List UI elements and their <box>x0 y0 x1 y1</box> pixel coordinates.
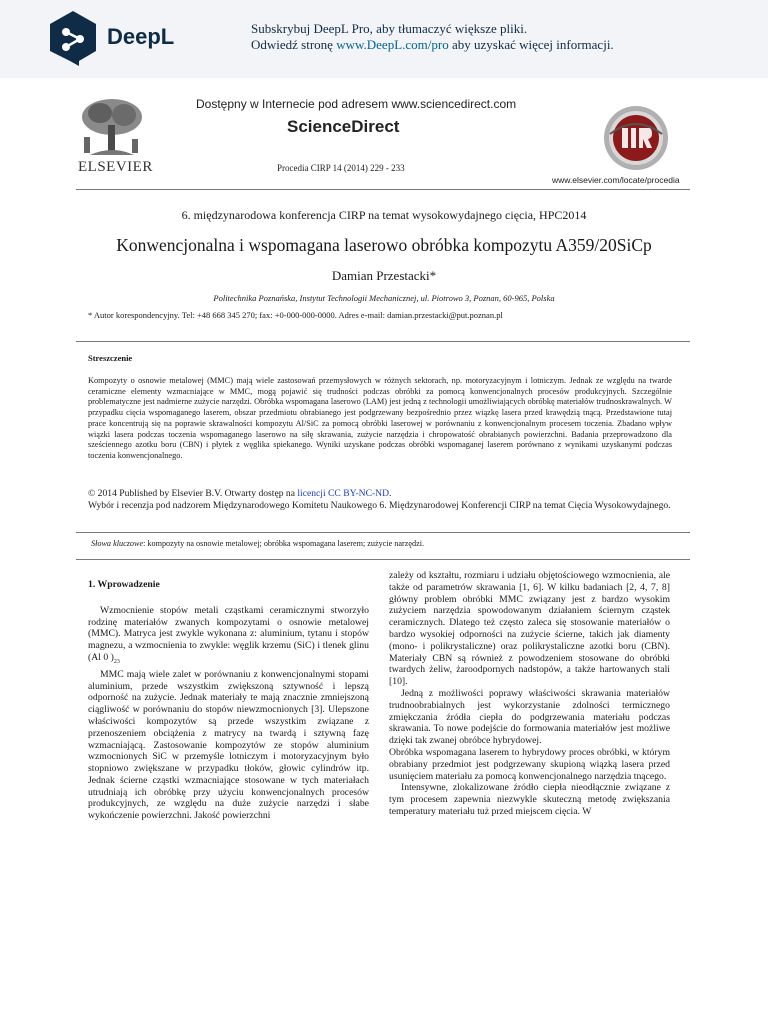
cirp-logo <box>602 104 670 172</box>
author-name: Damian Przestacki* <box>331 268 437 283</box>
procedia-url[interactable]: www.elsevier.com/locate/procedia <box>552 175 680 185</box>
section-heading-introduction: 1. Wprowadzenie <box>88 579 160 590</box>
elsevier-tree-logo <box>76 97 148 159</box>
paper-title: Konwencjonalna i wspomagana laserowo obróbka kompozytu A359/20SiCp <box>116 235 652 255</box>
intro-paragraph-4: Jedną z możliwości poprawy właściwości skrawania materiałów trudnoobrabialnych jest wykorzystanie zdolności termicznego zmiękczania źródła ciepła do podgrzewania materiału podczas skrawania. To nowe podejście do formowania materiałów jest możliwe dzięki tak zwanej obróbce hybrydowej. <box>389 687 670 747</box>
sciencedirect-title: ScienceDirect <box>287 117 400 136</box>
abstract-top-divider <box>76 341 690 342</box>
keywords-label: Słowa kluczowe <box>91 539 144 548</box>
peer-review-note: Wybór i recenzja pod nadzorem Międzynarodowego Komitetu Naukowego 6. Międzynarodowej Konferencji CIRP na temat Cięcia Wysokowydajnego. <box>88 500 671 512</box>
author-affiliation: Politechnika Poznańska, Instytut Technologii Mechanicznej, ul. Piotrowo 3, Poznan, 60-965, Polska <box>213 293 555 303</box>
banner-message <box>251 21 614 53</box>
copyright-post: . <box>389 488 392 499</box>
copyright-line <box>88 488 672 500</box>
availability-line: Dostępny w Internecie pod adresem www.sciencedirect.com <box>196 97 517 111</box>
intro-paragraph-3: zależy od kształtu, rozmiaru i udziału objętościowego wzmocnienia, ale także od parametrów skrawania [1, 6]. W kilku badaniach [2, 4, 7, 8] główny problem obróbki MMC związany jest z bardzo wysokim zużyciem narzędzia spowodowanym działaniem ściernym cząstek ceramicznych. Dlatego też często zaleca się stosowanie materiałów o bardzo wysokiej odporności na zużycie ścierne, takich jak diamenty (mono- i polikrystaliczne) oraz polikrystaliczne azotki boru (CBN). Materiały CBN są również z powodzeniem stosowane do obróbki twardych żeliw, żaroodpornych nadstopów, a także hartowanych stali [10]. <box>389 570 670 688</box>
intro-paragraph-2: MMC mają wiele zalet w porównaniu z konwencjonalnymi stopami aluminium, przede wszystkim zwiększoną sztywność i lepszą odporność na zużycie. Jednak materiały te mają znacznie zmniejszoną ciągliwość w porównaniu do stopów niewzmocnionych [3]. Ulepszone właściwości kompozytów są przede wszystkim związane z przenoszeniem obciążenia z matrycy na twardą i sztywną fazę wzmacniającą. Zastosowanie kompozytów ze stopów aluminium wzmocnionych SiC w przemyśle lotniczym i motoryzacyjnym było stopniowo zwiększane w przypadku tłoków, głowic cylindrów itp. Jednak ścierne cząstki wzmacniające stosowane w tych materiałach utrudniają ich obróbkę przy użyciu konwencjonalnych procesów produkcyjnych, ze względu na duże zużycie narzędzi i słabe wykończenie powierzchni. Jakość powierzchni <box>88 668 369 822</box>
license-link[interactable]: licencji CC BY-NC-ND <box>297 488 390 499</box>
header-divider <box>76 189 690 190</box>
keywords-line <box>91 539 424 548</box>
banner-line-1: Subskrybuj DeepL Pro, aby tłumaczyć większe pliki. <box>251 21 528 36</box>
deepl-banner <box>0 0 768 78</box>
body-left-column <box>88 570 369 822</box>
banner-line-2-post: aby uzyskać więcej informacji. <box>448 37 614 52</box>
keywords-top-divider <box>76 532 690 533</box>
conference-name: 6. międzynarodowa konferencja CIRP na temat wysokowydajnego cięcia, HPC2014 <box>181 208 587 222</box>
keywords-bottom-divider <box>76 559 690 560</box>
keywords-list: : kompozyty na osnowie metalowej; obróbka wspomagana laserem; zużycie narzędzi. <box>143 539 425 548</box>
deepl-wordmark: DeepL <box>107 24 175 49</box>
copyright-pre: © 2014 Published by Elsevier B.V. Otwarty dostęp na <box>88 488 298 499</box>
journal-citation: Procedia CIRP 14 (2014) 229 - 233 <box>277 163 405 173</box>
banner-line-2-pre: Odwiedź stronę <box>251 37 337 52</box>
intro-paragraph-1-subscript: 23 <box>113 658 120 665</box>
deepl-logo-icon[interactable] <box>48 10 98 67</box>
elsevier-wordmark: ELSEVIER <box>78 159 153 175</box>
body-right-column <box>389 570 670 818</box>
correspondence-note: * Autor korespondencyjny. Tel: +48 668 345 270; fax: +0-000-000-0000. Adres e-mail: damian.przestacki@put.poznan.pl <box>88 310 503 320</box>
abstract-heading: Streszczenie <box>88 353 133 363</box>
deepl-pro-link[interactable]: www.DeepL.com/pro <box>336 37 449 52</box>
banner-line-2 <box>251 37 614 53</box>
abstract-text: Kompozyty o osnowie metalowej (MMC) mają wiele zastosowań przemysłowych w różnych sektorach, np. motoryzacyjnym i lotniczym. Jednak ze względu na twarde ceramiczne elementy wzmacniające w MMC, mogą pojawić się trudności podczas obróbki za pomocą konwencjonalnych procesów produkcyjnych. Szczególnie problematyczne jest nadmierne zużycie narzędzi. Obróbka wspomagana laserowo (LAM) jest jedną z technologii umożliwiających obróbkę materiałów trudnoskrawalnych. W przypadku cięcia wspomaganego laserem, obszar przedmiotu obrabianego jest podgrzewany bezpośrednio przez wiązkę lasera przed krawędzią tnącą. Przedstawione tutaj prace koncentrują się na poprawie skrawalności kompozytu Al/SiC za pomocą obróbki laserowej w porównaniu z konwencjonalnym procesem toczenia. Zbadano wpływ wiązki lasera podczas toczenia wspomaganego laserowo na siłę skrawania, zużycie narzędzia i chropowatość obrabianych powierzchni. Badania przeprowadzono dla sześciennego azotku boru (CBN) i płytek z węglika spiekanego. Wyniki uzyskane podczas obróbki wspomaganej laserem porównano z wynikami uzyskanymi podczas toczenia konwencjonalnego. <box>88 376 672 460</box>
intro-paragraph-1-text: Wzmocnienie stopów metali cząstkami ceramicznymi stworzyło rodzinę materiałów zwanych kompozytami o osnowie metalowej (MMC). Matryca jest zwykle wykonana z: aluminium, tytanu i stopów magnezu, a wzmocnienia to zwykle: węglik krzemu (SiC) i tlenek glinu (Al 0 ) <box>88 604 369 663</box>
intro-paragraph-5: Obróbka wspomagana laserem to hybrydowy proces obróbki, w którym obrabiany przedmiot jest podgrzewany skupioną wiązką lasera przed usunięciem materiału za pomocą konwencjonalnego narzędzia tnącego. <box>389 746 670 782</box>
intro-paragraph-1 <box>88 605 369 669</box>
intro-paragraph-6: Intensywne, zlokalizowane źródło ciepła nieodłącznie związane z tym procesem zapewnia niezwykle skuteczną metodę zwiększania temperatury materiału tuż przed miejscem cięcia. W <box>389 782 670 817</box>
copyright-block <box>88 488 672 512</box>
